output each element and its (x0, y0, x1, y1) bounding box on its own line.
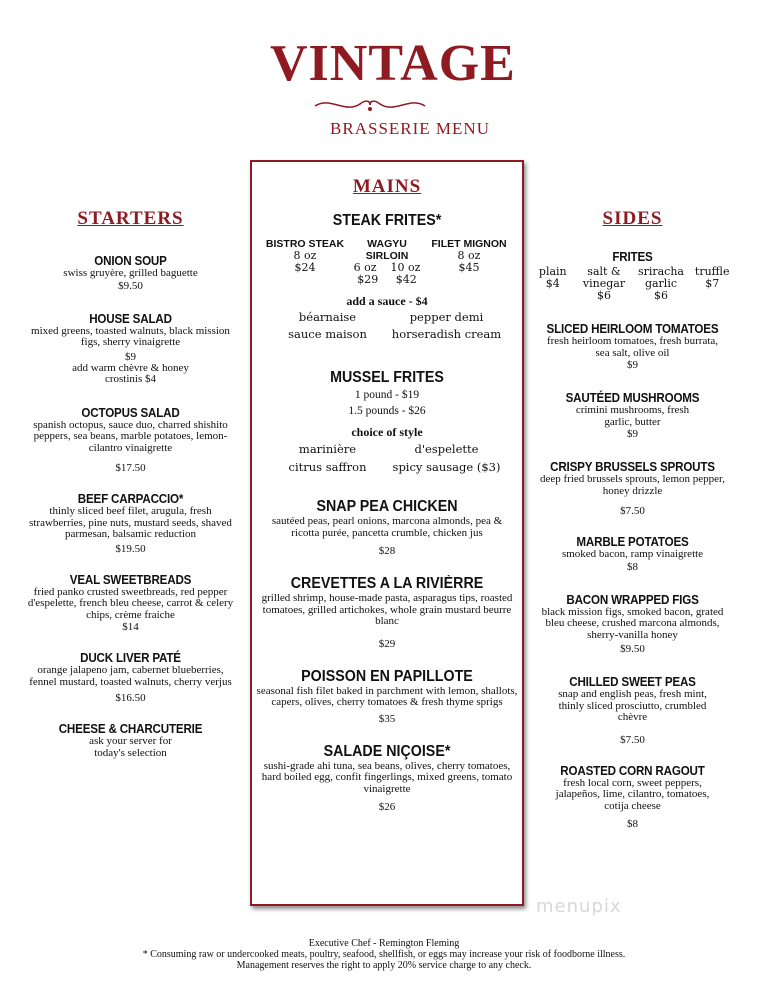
item-price: $9.50 (118, 279, 143, 292)
option-price: $7 (705, 277, 720, 290)
chef-credit: Executive Chef - Remington Fleming (308, 938, 460, 949)
item-desc: seasonal fish filet baked in parchment with lemon, shallots, capers, olives, cherry tomatoes & fresh thyme sprigs (256, 684, 518, 708)
item-name: OCTOPUS SALAD (81, 405, 180, 420)
item-name: BEEF CARPACCIO* (77, 492, 184, 506)
item-price: $16.50 (115, 692, 146, 704)
item-desc: sushi-grade ahi tuna, sea beans, olives, cherry tomatoes, hard boiled egg, confit fingerlings, mixed greens, tomato vinaigrette (261, 759, 513, 795)
sauce-option: pepper demi (409, 310, 484, 324)
menu-item (254, 743, 520, 814)
sauce-label: add a sauce - $4 (346, 294, 428, 308)
watermark: menupix (536, 896, 622, 917)
sauce-option: sauce maison (288, 327, 367, 341)
style-option: marinière (298, 442, 357, 456)
menu-item (18, 722, 243, 759)
item-name: SALADE NIÇOISE* (323, 742, 451, 760)
item-price: $9 (125, 350, 136, 363)
service-charge-note: Management reserves the right to apply 20% service charge to any check. (236, 960, 532, 971)
item-name: FRITES (612, 250, 653, 264)
item-desc: spanish octopus, sauce duo, charred shishito peppers, sea beans, marble potatoes, lemon-cilantro vinaigrette (33, 418, 228, 454)
item-name: CRISPY BRUSSELS SPROUTS (550, 460, 715, 474)
item-desc: crimini mushrooms, fresh garlic, butter (575, 404, 690, 428)
frites-option (633, 266, 690, 302)
item-price: $9 (627, 428, 638, 440)
menu-item (530, 460, 735, 517)
item-desc: snap and english peas, fresh mint, thinly sliced prosciutto, crumbled chèvre (558, 688, 707, 723)
starters-column (18, 208, 243, 759)
mussel-option: 1.5 pounds - $26 (348, 405, 426, 417)
steak-cut (264, 238, 346, 286)
item-name: MUSSEL FRITES (330, 369, 444, 386)
menu-item (530, 391, 735, 440)
item-price: $35 (378, 712, 396, 725)
menu-item (18, 573, 243, 634)
option-name: truffle (694, 265, 730, 278)
cut-sizes: 8 oz (457, 249, 481, 262)
item-desc: swiss gruyère, grilled baguette (63, 267, 198, 279)
item-price: $19.50 (115, 542, 146, 555)
option-name: salt & vinegar (582, 265, 626, 290)
menu-item (530, 675, 735, 746)
restaurant-logo (270, 28, 516, 123)
item-desc: ask your server for today's selection (89, 735, 172, 759)
sauce-options (254, 309, 520, 343)
item-price: $26 (378, 801, 396, 813)
option-name: sriracha garlic (637, 265, 684, 290)
item-desc: smoked bacon, ramp vinaigrette (561, 548, 704, 560)
item-desc: sautéed peas, pearl onions, marcona almonds, pea & ricotta purée, pancetta crumble, chicken jus (271, 515, 503, 539)
item-desc: deep fried brussels sprouts, lemon pepper, honey drizzle (540, 473, 725, 497)
steak-cut (428, 238, 510, 286)
mains-title: MAINS (352, 176, 422, 197)
cut-name: FILET MIGNON (431, 238, 507, 250)
item-name: ROASTED CORN RAGOUT (560, 763, 705, 778)
cut-name: WAGYU SIRLOIN (365, 238, 409, 262)
footer (80, 938, 688, 971)
sauce-option: béarnaise (298, 310, 357, 324)
item-price: $29 (378, 637, 396, 650)
item-price: $8 (627, 560, 638, 573)
frites-options (530, 266, 735, 302)
menu-item (18, 254, 243, 292)
item-desc: fresh local corn, sweet peppers, jalapeños, lime, cilantro, tomatoes, cotija cheese (555, 776, 710, 812)
style-options (254, 440, 520, 476)
starters-title: STARTERS (77, 208, 184, 229)
item-name: CREVETTES A LA RIVIÈRRE (290, 575, 484, 592)
menu-item (254, 668, 520, 725)
menu-item (530, 322, 735, 371)
item-price: $28 (378, 545, 396, 557)
menu-item (18, 492, 243, 555)
cut-prices: $45 (458, 261, 480, 274)
item-desc: mixed greens, toasted walnuts, black mission figs, sherry vinaigrette (31, 324, 230, 348)
item-price: $17.50 (115, 462, 146, 474)
sides-column (530, 208, 735, 830)
style-label: choice of style (351, 425, 423, 439)
health-warning: * Consuming raw or undercooked meats, poultry, seafood, shellfish, or eggs may increase your risk of foodborne illness. (142, 949, 626, 960)
steak-cut (346, 238, 428, 286)
mussel-option: 1 pound - $19 (354, 389, 420, 401)
item-name: BACON WRAPPED FIGS (566, 592, 699, 607)
item-desc: grilled shrimp, house-made pasta, asparagus tips, roasted tomatoes, grilled artichokes, whole grain mustard beurre blanc (261, 592, 513, 627)
menu-subtitle: BRASSERIE MENU (330, 119, 490, 138)
item-price: $9.50 (620, 643, 645, 655)
steak-cuts (254, 238, 520, 286)
item-name: MARBLE POTATOES (576, 535, 689, 549)
item-name: POISSON EN PAPILLOTE (301, 667, 473, 685)
ornament-icon (310, 94, 430, 116)
menu-item (254, 498, 520, 557)
option-price: $6 (653, 289, 668, 302)
logo-text: VINTAGE (270, 35, 516, 92)
sauce-option: horseradish cream (391, 327, 502, 341)
menu-item (18, 406, 243, 475)
item-desc: thinly sliced beef filet, arugula, fresh strawberries, pine nuts, mustard seeds, shaved parmesan, balsamic reduction (29, 505, 232, 540)
option-price: $4 (545, 277, 560, 290)
menu-item (530, 535, 735, 573)
item-desc: fried panko crusted sweetbreads, red pepper d'espelette, french bleu cheese, carrot & celery chips, crème fraiche (27, 585, 234, 621)
mains-column (254, 168, 520, 813)
menu-item (18, 651, 243, 704)
item-name: CHILLED SWEET PEAS (569, 675, 696, 689)
cut-sizes: 6 oz 10 oz (353, 261, 421, 274)
item-name: STEAK FRITES* (332, 212, 442, 229)
item-desc: fresh heirloom tomatoes, fresh burrata, sea salt, olive oil (546, 335, 719, 359)
frites-option (689, 266, 735, 302)
item-name: CHEESE & CHARCUTERIE (58, 722, 203, 736)
cut-sizes: 8 oz (293, 249, 317, 262)
item-desc: orange jalapeno jam, cabernet blueberries, fennel mustard, toasted walnuts, cherry verjus (29, 664, 232, 688)
frites-option (576, 266, 633, 302)
item-price: $8 (627, 818, 638, 830)
sides-title: SIDES (602, 208, 663, 229)
item-price: $7.50 (620, 733, 645, 746)
option-name: plain (538, 265, 567, 278)
menu-item (530, 593, 735, 656)
style-option: d'espelette (414, 442, 479, 456)
menu-item (530, 764, 735, 831)
frites-option (530, 266, 576, 302)
item-price: $7.50 (620, 505, 645, 517)
item-addon: add warm chèvre & honey crostinis $4 (72, 361, 189, 385)
menu-item (254, 575, 520, 650)
menu-item (18, 312, 243, 386)
item-name: ONION SOUP (94, 254, 167, 268)
option-price: $6 (597, 289, 612, 302)
cut-name: BISTRO STEAK (265, 238, 345, 250)
item-name: SAUTÉED MUSHROOMS (565, 391, 700, 405)
item-name: SLICED HEIRLOOM TOMATOES (546, 322, 719, 336)
item-name: VEAL SWEETBREADS (69, 572, 192, 587)
cut-prices: $29 $42 (357, 273, 417, 286)
item-price: $14 (122, 621, 139, 633)
item-name: SNAP PEA CHICKEN (316, 498, 458, 515)
style-option: spicy sausage ($3) (392, 460, 501, 474)
item-price: $9 (627, 359, 638, 371)
cut-prices: $24 (294, 261, 316, 274)
item-desc: black mission figs, smoked bacon, grated bleu cheese, crushed marcona almonds, sherry-vanilla honey (541, 605, 724, 641)
item-name: DUCK LIVER PATÉ (80, 651, 181, 665)
item-name: HOUSE SALAD (89, 311, 172, 326)
style-option: citrus saffron (288, 460, 367, 474)
